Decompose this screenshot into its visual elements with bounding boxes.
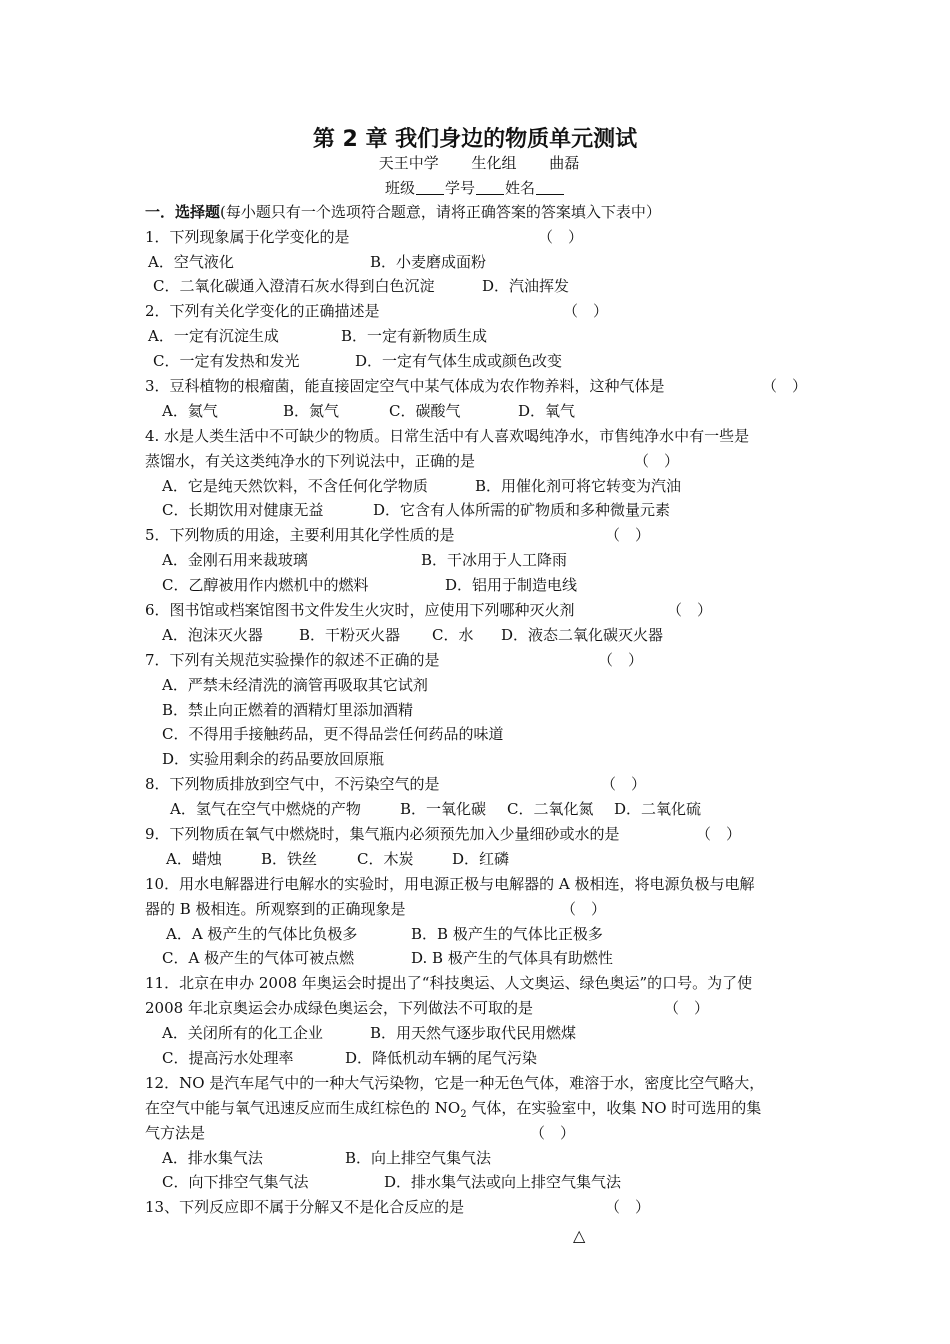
triangle-symbol: △ — [573, 1226, 586, 1245]
q8-stem: 8．下列物质排放到空气中，不污染空气的是 — [145, 775, 440, 793]
q5-stem: 5．下列物质的用途，主要利用其化学性质的是 — [145, 526, 455, 544]
q4-option-b: B．用催化剂可将它转变为汽油 — [475, 477, 682, 495]
student-id-blank[interactable] — [476, 180, 504, 195]
q8-option-c: C．二氧化氮 — [507, 800, 594, 818]
q12-subscript: 2 — [460, 1109, 467, 1120]
student-name-label: 姓名 — [505, 179, 536, 197]
q11-answer-paren[interactable]: （ ） — [664, 999, 710, 1017]
q10-option-a: A．A 极产生的气体比负极多 — [166, 925, 358, 943]
section-title: 一．选择题 — [145, 203, 221, 221]
q3-answer-paren[interactable]: （ ） — [762, 377, 808, 395]
q1-stem: 1．下列现象属于化学变化的是 — [145, 228, 350, 246]
q7-option-c: C．不得用手接触药品，更不得品尝任何药品的味道 — [162, 725, 504, 743]
page-title: 第 2 章 我们身边的物质单元测试 — [312, 127, 638, 152]
q10-stem-line2: 器的 B 极相连。所观察到的正确现象是 — [145, 900, 406, 918]
q10-option-b: B．B 极产生的气体比正极多 — [411, 925, 603, 943]
q11-stem-line2: 2008 年北京奥运会办成绿色奥运会，下列做法不可取的是 — [145, 999, 533, 1017]
q6-option-a: A．泡沫灭火器 — [162, 626, 263, 644]
student-id-label: 学号 — [444, 179, 475, 197]
q13-stem: 13、下列反应即不属于分解又不是化合反应的是 — [145, 1198, 465, 1216]
q12-stem-line2-part2: 气体，在实验室中，收集 NO 时可选用的集 — [466, 1099, 762, 1117]
q3-option-a: A．氦气 — [162, 402, 218, 420]
q9-option-d: D．红磷 — [452, 850, 510, 868]
q8-option-b: B．一氧化碳 — [400, 800, 487, 818]
q11-option-b: B．用天然气逐步取代民用燃煤 — [370, 1024, 577, 1042]
q2-option-a: A．一定有沉淀生成 — [148, 327, 279, 345]
group-name: 生化组 — [471, 154, 517, 172]
q12-stem-line1: 12．NO 是汽车尾气中的一种大气污染物，它是一种无色气体，难溶于水，密度比空气略大， — [145, 1074, 765, 1092]
q8-option-a: A．氢气在空气中燃烧的产物 — [170, 800, 361, 818]
q1-option-b: B．小麦磨成面粉 — [370, 253, 487, 271]
q4-answer-paren[interactable]: （ ） — [634, 452, 680, 470]
q5-option-c: C．乙醇被用作内燃机中的燃料 — [162, 576, 369, 594]
q9-answer-paren[interactable]: （ ） — [696, 825, 742, 843]
q6-option-c: C．水 — [432, 626, 474, 644]
q3-option-b: B．氮气 — [283, 402, 340, 420]
class-label: 班级 — [384, 179, 415, 197]
q12-answer-paren[interactable]: （ ） — [530, 1124, 576, 1142]
q1-answer-paren[interactable]: （ ） — [538, 228, 584, 246]
section-note: (每小题只有一个选项符合题意，请将正确答案的答案填入下表中） — [220, 203, 661, 221]
q7-answer-paren[interactable]: （ ） — [598, 651, 644, 669]
q10-option-c: C．A 极产生的气体可被点燃 — [162, 949, 355, 967]
q2-stem: 2．下列有关化学变化的正确描述是 — [145, 302, 380, 320]
q3-option-d: D．氧气 — [518, 402, 576, 420]
q4-option-d: D．它含有人体所需的矿物质和多种微量元素 — [373, 501, 671, 519]
q1-option-a: A．空气液化 — [148, 253, 234, 271]
q4-option-a: A．它是纯天然饮料，不含任何化学物质 — [162, 477, 428, 495]
q1-option-c: C．二氧化碳通入澄清石灰水得到白色沉淀 — [153, 277, 435, 295]
q11-option-d: D．降低机动车辆的尾气污染 — [345, 1049, 538, 1067]
q4-option-c: C．长期饮用对健康无益 — [162, 501, 324, 519]
q6-stem: 6．图书馆或档案馆图书文件发生火灾时，应使用下列哪种灭火剂 — [145, 601, 575, 619]
q2-option-c: C．一定有发热和发光 — [153, 352, 300, 370]
q1-option-d: D．汽油挥发 — [482, 277, 570, 295]
q12-stem-line3: 气方法是 — [145, 1124, 206, 1142]
author-name: 曲磊 — [549, 154, 580, 172]
q5-option-a: A．金刚石用来裁玻璃 — [162, 551, 308, 569]
q10-stem-line1: 10．用水电解器进行电解水的实验时，用电源正极与电解器的 A 极相连，将电源负极与电解 — [145, 875, 755, 893]
q4-stem-line2: 蒸馏水，有关这类纯净水的下列说法中，正确的是 — [145, 452, 476, 470]
q12-stem-line2-part1: 在空气中能与氧气迅速反应而生成红棕色的 NO — [145, 1099, 461, 1117]
q9-option-c: C．木炭 — [357, 850, 414, 868]
author-line — [0, 152, 950, 173]
q13-answer-paren[interactable]: （ ） — [605, 1198, 651, 1216]
q2-option-d: D．一定有气体生成或颜色改变 — [355, 352, 563, 370]
q11-option-c: C．提高污水处理率 — [162, 1049, 294, 1067]
q12-option-b: B．向上排空气集气法 — [345, 1149, 492, 1167]
q9-option-a: A．蜡烛 — [166, 850, 222, 868]
q5-option-d: D．铝用于制造电线 — [445, 576, 578, 594]
student-info-line — [0, 177, 950, 198]
q12-stem-line2 — [145, 1098, 813, 1125]
q4-stem-line1: 4. 水是人类生活中不可缺少的物质。日常生活中有人喜欢喝纯净水，市售纯净水中有一些是 — [145, 427, 750, 445]
q5-option-b: B．干冰用于人工降雨 — [421, 551, 568, 569]
q12-option-d: D．排水集气法或向上排空气集气法 — [384, 1173, 622, 1191]
q11-stem-line1: 11．北京在申办 2008 年奥运会时提出了“科技奥运、人文奥运、绿色奥运”的口号。为了使 — [145, 974, 753, 992]
q6-option-b: B．干粉灭火器 — [299, 626, 401, 644]
q3-stem: 3．豆科植物的根瘤菌，能直接固定空气中某气体成为农作物养料，这种气体是 — [145, 377, 665, 395]
q2-answer-paren[interactable]: （ ） — [563, 302, 609, 320]
q7-stem: 7．下列有关规范实验操作的叙述不正确的是 — [145, 651, 440, 669]
q11-option-a: A．关闭所有的化工企业 — [162, 1024, 323, 1042]
q3-option-c: C．碳酸气 — [389, 402, 461, 420]
q2-option-b: B．一定有新物质生成 — [341, 327, 488, 345]
school-name: 天王中学 — [378, 154, 439, 172]
q12-option-a: A．排水集气法 — [162, 1149, 263, 1167]
q9-option-b: B．铁丝 — [261, 850, 318, 868]
class-blank[interactable] — [416, 180, 444, 195]
q10-answer-paren[interactable]: （ ） — [561, 900, 607, 918]
q7-option-b: B．禁止向正燃着的酒精灯里添加酒精 — [162, 701, 414, 719]
q7-option-d: D．实验用剩余的药品要放回原瓶 — [162, 750, 385, 768]
q8-answer-paren[interactable]: （ ） — [601, 775, 647, 793]
q7-option-a: A．严禁未经清洗的滴管再吸取其它试剂 — [162, 676, 428, 694]
q6-option-d: D．液态二氧化碳灭火器 — [501, 626, 664, 644]
q5-answer-paren[interactable]: （ ） — [605, 526, 651, 544]
q6-answer-paren[interactable]: （ ） — [667, 601, 713, 619]
q9-stem: 9．下列物质在氧气中燃烧时，集气瓶内必须预先加入少量细砂或水的是 — [145, 825, 620, 843]
q8-option-d: D．二氧化硫 — [614, 800, 702, 818]
section-heading — [145, 202, 813, 222]
student-name-blank[interactable] — [536, 180, 564, 195]
q10-option-d: D. B 极产生的气体具有助燃性 — [411, 949, 613, 967]
q12-option-c: C．向下排空气集气法 — [162, 1173, 309, 1191]
